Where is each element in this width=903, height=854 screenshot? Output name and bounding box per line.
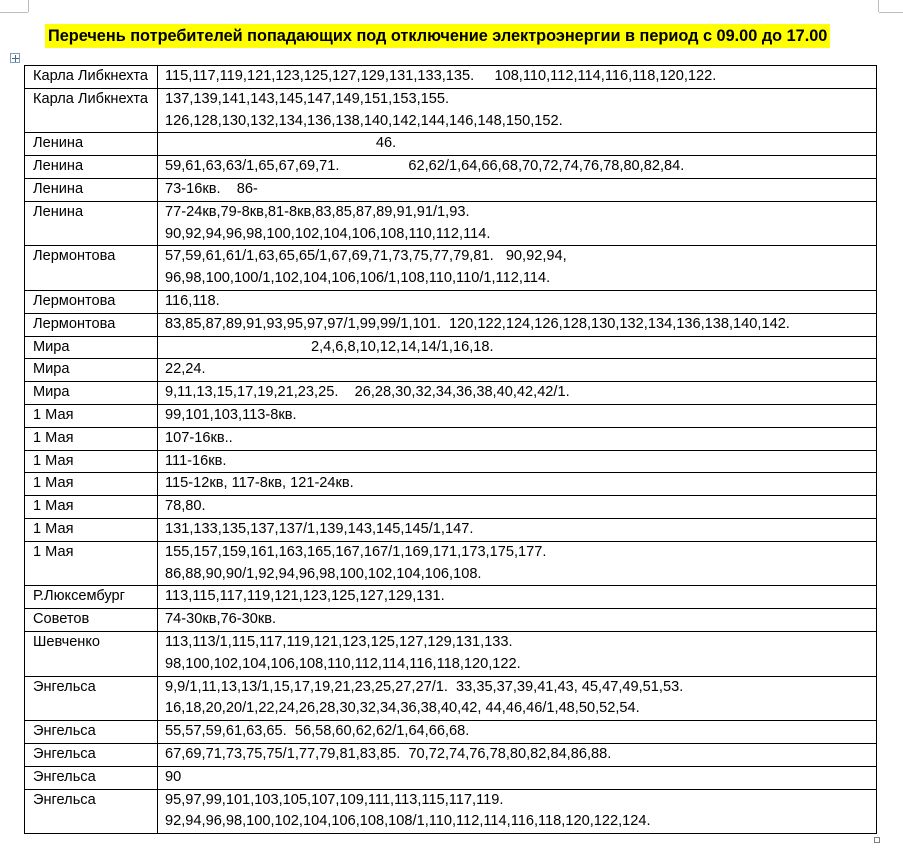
- street-cell[interactable]: Ленина: [25, 156, 158, 179]
- street-cell[interactable]: Лермонтова: [25, 246, 158, 291]
- table-row: [25, 518, 877, 541]
- street-cell[interactable]: Энгельса: [25, 676, 158, 721]
- table-row: [25, 246, 877, 291]
- house-numbers-cell[interactable]: 67,69,71,73,75,75/1,77,79,81,83,85. 70,72,74,76,78,80,82,84,86,88.: [158, 743, 877, 766]
- house-numbers-cell[interactable]: 115-12кв, 117-8кв, 121-24кв.: [158, 473, 877, 496]
- street-cell[interactable]: 1 Мая: [25, 496, 158, 519]
- house-numbers-cell[interactable]: 115,117,119,121,123,125,127,129,131,133,135. 108,110,112,114,116,118,120,122.: [158, 66, 877, 89]
- table-row: [25, 541, 877, 586]
- table-row: [25, 404, 877, 427]
- table-row: [25, 427, 877, 450]
- table-move-handle-icon[interactable]: [10, 53, 20, 63]
- table-row: [25, 676, 877, 721]
- street-cell[interactable]: Шевченко: [25, 631, 158, 676]
- table-row: [25, 133, 877, 156]
- table-row: [25, 201, 877, 246]
- street-cell[interactable]: Энгельса: [25, 766, 158, 789]
- house-numbers-cell[interactable]: 113,113/1,115,117,119,121,123,125,127,129,131,133. 98,100,102,104,106,108,110,112,114,116,118,120,122.: [158, 631, 877, 676]
- street-cell[interactable]: Ленина: [25, 201, 158, 246]
- table-row: [25, 789, 877, 834]
- street-cell[interactable]: 1 Мая: [25, 427, 158, 450]
- house-numbers-cell[interactable]: 99,101,103,113-8кв.: [158, 404, 877, 427]
- outage-table: [24, 65, 877, 834]
- house-numbers-cell[interactable]: 55,57,59,61,63,65. 56,58,60,62,62/1,64,66,68.: [158, 721, 877, 744]
- house-numbers-cell[interactable]: 95,97,99,101,103,105,107,109,111,113,115,117,119. 92,94,96,98,100,102,104,106,108,108/1,110,112,114,116,118,120,122,124.: [158, 789, 877, 834]
- page-margin-marker-right-horizontal: [879, 12, 903, 13]
- street-cell[interactable]: Энгельса: [25, 789, 158, 834]
- house-numbers-cell[interactable]: 111-16кв.: [158, 450, 877, 473]
- table-row: [25, 156, 877, 179]
- house-numbers-cell[interactable]: 155,157,159,161,163,165,167,167/1,169,171,173,175,177. 86,88,90,90/1,92,94,96,98,100,102,104,106,108.: [158, 541, 877, 586]
- table-row: [25, 450, 877, 473]
- document-title: Перечень потребителей попадающих под отключение электроэнергии в период с 09.00 до 17.00: [45, 24, 830, 48]
- street-cell[interactable]: Мира: [25, 359, 158, 382]
- house-numbers-cell[interactable]: 74-30кв,76-30кв.: [158, 609, 877, 632]
- house-numbers-cell[interactable]: 59,61,63,63/1,65,67,69,71. 62,62/1,64,66,68,70,72,74,76,78,80,82,84.: [158, 156, 877, 179]
- table-row: [25, 290, 877, 313]
- table-row: [25, 631, 877, 676]
- house-numbers-cell[interactable]: 9,11,13,15,17,19,21,23,25. 26,28,30,32,34,36,38,40,42,42/1.: [158, 382, 877, 405]
- table-row: [25, 473, 877, 496]
- street-cell[interactable]: 1 Мая: [25, 473, 158, 496]
- table-row: [25, 609, 877, 632]
- house-numbers-cell[interactable]: 137,139,141,143,145,147,149,151,153,155. 126,128,130,132,134,136,138,140,142,144,146,148,150,152.: [158, 88, 877, 133]
- house-numbers-cell[interactable]: 131,133,135,137,137/1,139,143,145,145/1,147.: [158, 518, 877, 541]
- street-cell[interactable]: Р.Люксембург: [25, 586, 158, 609]
- table-row: [25, 88, 877, 133]
- table-row: [25, 743, 877, 766]
- street-cell[interactable]: Энгельса: [25, 743, 158, 766]
- table-row: [25, 586, 877, 609]
- outage-table-body: [25, 66, 877, 834]
- table-row: [25, 721, 877, 744]
- house-numbers-cell[interactable]: 107-16кв..: [158, 427, 877, 450]
- house-numbers-cell[interactable]: 46.: [158, 133, 877, 156]
- house-numbers-cell[interactable]: 113,115,117,119,121,123,125,127,129,131.: [158, 586, 877, 609]
- table-row: [25, 66, 877, 89]
- street-cell[interactable]: Советов: [25, 609, 158, 632]
- page-margin-marker-left-horizontal: [0, 12, 28, 13]
- page-margin-marker-left: [28, 0, 29, 12]
- table-resize-handle-icon[interactable]: [874, 837, 880, 843]
- street-cell[interactable]: Карла Либкнехта: [25, 66, 158, 89]
- street-cell[interactable]: Ленина: [25, 133, 158, 156]
- house-numbers-cell[interactable]: 73-16кв. 86-: [158, 178, 877, 201]
- table-row: [25, 178, 877, 201]
- page-margin-marker-right: [878, 0, 879, 12]
- table-row: [25, 313, 877, 336]
- table-row: [25, 496, 877, 519]
- house-numbers-cell[interactable]: 57,59,61,61/1,63,65,65/1,67,69,71,73,75,77,79,81. 90,92,94, 96,98,100,100/1,102,104,106,106/1,108,110,110/1,112,114.: [158, 246, 877, 291]
- street-cell[interactable]: Ленина: [25, 178, 158, 201]
- table-row: [25, 766, 877, 789]
- table-row: [25, 382, 877, 405]
- house-numbers-cell[interactable]: 83,85,87,89,91,93,95,97,97/1,99,99/1,101. 120,122,124,126,128,130,132,134,136,138,140,142.: [158, 313, 877, 336]
- house-numbers-cell[interactable]: 90: [158, 766, 877, 789]
- street-cell[interactable]: 1 Мая: [25, 541, 158, 586]
- street-cell[interactable]: 1 Мая: [25, 404, 158, 427]
- house-numbers-cell[interactable]: 77-24кв,79-8кв,81-8кв,83,85,87,89,91,91/1,93. 90,92,94,96,98,100,102,104,106,108,110,112,114.: [158, 201, 877, 246]
- house-numbers-cell[interactable]: 9,9/1,11,13,13/1,15,17,19,21,23,25,27,27/1. 33,35,37,39,41,43, 45,47,49,51,53. 16,18,20,20/1,22,24,26,28,30,32,34,36,38,40,42, 44,46,46/1,48,50,52,54.: [158, 676, 877, 721]
- house-numbers-cell[interactable]: 78,80.: [158, 496, 877, 519]
- street-cell[interactable]: 1 Мая: [25, 450, 158, 473]
- street-cell[interactable]: Мира: [25, 382, 158, 405]
- table-row: [25, 359, 877, 382]
- street-cell[interactable]: Лермонтова: [25, 290, 158, 313]
- street-cell[interactable]: Энгельса: [25, 721, 158, 744]
- house-numbers-cell[interactable]: 116,118.: [158, 290, 877, 313]
- street-cell[interactable]: Карла Либкнехта: [25, 88, 158, 133]
- street-cell[interactable]: 1 Мая: [25, 518, 158, 541]
- house-numbers-cell[interactable]: 22,24.: [158, 359, 877, 382]
- house-numbers-cell[interactable]: 2,4,6,8,10,12,14,14/1,16,18.: [158, 336, 877, 359]
- street-cell[interactable]: Мира: [25, 336, 158, 359]
- table-row: [25, 336, 877, 359]
- street-cell[interactable]: Лермонтова: [25, 313, 158, 336]
